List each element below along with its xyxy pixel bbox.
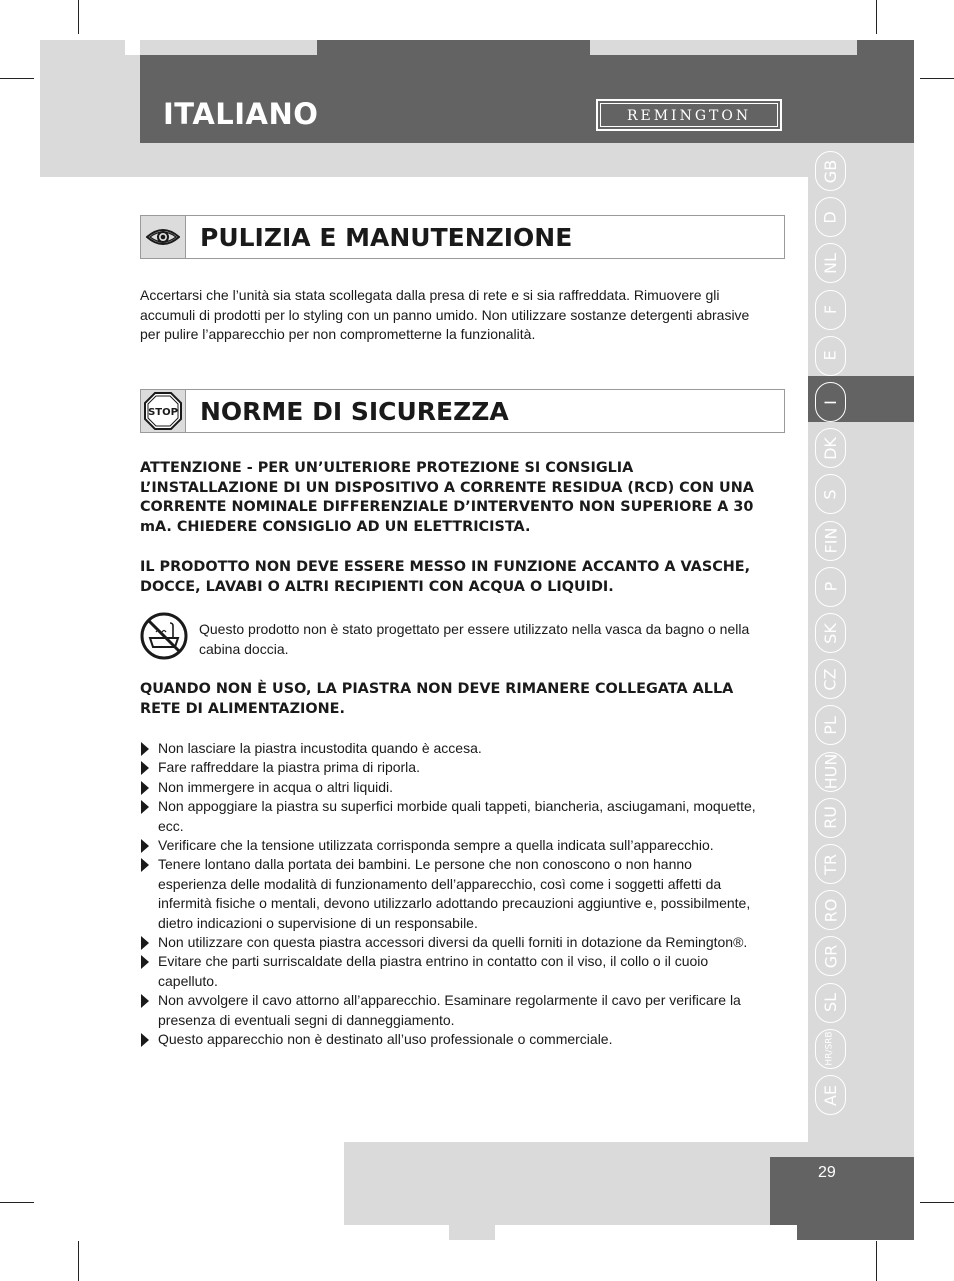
language-tab-nl[interactable] xyxy=(815,243,846,283)
section-title-cleaning: PULIZIA E MANUTENZIONE xyxy=(200,223,573,252)
language-tab-ro[interactable] xyxy=(815,890,846,930)
language-tab-f[interactable] xyxy=(815,290,846,330)
language-title: ITALIANO xyxy=(163,97,319,131)
safety-bullet xyxy=(140,855,760,933)
language-tab-cz[interactable] xyxy=(815,659,846,699)
header-block xyxy=(590,40,857,55)
language-tab-label: I xyxy=(821,399,840,405)
safety-bullet xyxy=(140,739,760,758)
safety-bullet-list xyxy=(140,739,760,1050)
safety-bullet-text: Non appoggiare la piastra su superfici morbide quali tappeti, biancheria, asciugamani, moquette, ecc. xyxy=(158,798,756,834)
language-tab-label: RU xyxy=(820,806,840,830)
language-tab-gr[interactable] xyxy=(815,936,846,976)
language-tab-i[interactable] xyxy=(815,382,846,422)
footer-block xyxy=(449,1225,495,1240)
stop-sign-icon xyxy=(141,390,186,432)
bullet-arrow-icon xyxy=(141,839,149,853)
language-tab-label: D xyxy=(820,211,840,224)
header-block-left xyxy=(40,40,125,177)
bullet-arrow-icon xyxy=(141,800,149,814)
safety-bullet-text: Questo apparecchio non è destinato all’uso professionale o commerciale. xyxy=(158,1031,613,1048)
crop-mark xyxy=(876,1241,877,1281)
bullet-arrow-icon xyxy=(141,936,149,950)
footer-block xyxy=(344,1142,770,1225)
safety-bullet-text: Evitare che parti surriscaldate della piastra entrino in contatto con il viso, il collo o il cuoio capelluto. xyxy=(158,953,709,989)
safety-bullet-text: Non lasciare la piastra incustodita quando è accesa. xyxy=(158,740,482,756)
cleaning-text: Accertarsi che l’unità sia stata scollegata dalla presa di rete e si sia raffreddata. Rimuovere gli accumuli di prodotti per lo styling con un panno umido. Non utilizzare sostanze detergenti abrasive per pulire l’apparecchio per non comprometterne la funzionalità. xyxy=(140,287,750,342)
bullet-arrow-icon xyxy=(141,742,149,756)
language-tab-label: SL xyxy=(820,993,840,1013)
safety-bullet xyxy=(140,933,760,952)
bullet-arrow-icon xyxy=(141,955,149,969)
safety-bullet-text: Fare raffreddare la piastra prima di riporla. xyxy=(158,759,420,776)
header-block xyxy=(857,40,914,55)
section-header-safety xyxy=(140,389,785,433)
header-block xyxy=(140,40,317,55)
language-tab-s[interactable] xyxy=(815,474,846,514)
language-tab-pl[interactable] xyxy=(815,705,846,745)
safety-bullet xyxy=(140,836,760,855)
safety-bullet xyxy=(140,952,760,991)
language-tab-label: DK xyxy=(821,436,840,460)
language-tab-label: CZ xyxy=(820,668,840,691)
section-title-safety: NORME DI SICUREZZA xyxy=(200,397,509,426)
brand-logo xyxy=(596,99,782,131)
crop-mark xyxy=(78,0,79,34)
language-tab-label: AE xyxy=(821,1084,840,1106)
crop-mark xyxy=(920,78,954,79)
safety-bullet-text: Non utilizzare con questa piastra accessori diversi da quelli forniti in dotazione da Remington®. xyxy=(158,934,748,951)
eye-icon xyxy=(141,216,186,258)
language-tab-label: NL xyxy=(820,252,840,274)
page-number: 29 xyxy=(818,1164,836,1181)
language-tab-tr[interactable] xyxy=(815,844,846,884)
language-tab-fin[interactable] xyxy=(815,521,846,561)
warning-rcd: ATTENZIONE - PER UN’ULTERIORE PROTEZIONE SI CONSIGLIA L’INSTALLAZIONE DI UN DISPOSITIVO A CORRENTE RESIDUA (RCD) CON UNA CORRENTE NOMINALE DIFFERENZIALE D’INTERVENTO NON SUPERIORE A 30 mA. CHIEDERE CONSIGLIO AD UN ELETTRICISTA. xyxy=(140,460,754,535)
bullet-arrow-icon xyxy=(141,761,149,775)
bullet-arrow-icon xyxy=(141,781,149,795)
crop-mark xyxy=(876,0,877,34)
language-tab-label: HUN xyxy=(821,753,840,790)
crop-mark xyxy=(0,78,34,79)
safety-bullet-text: Verificare che la tensione utilizzata corrisponda sempre a quella indicata sull’apparecchio. xyxy=(158,837,714,854)
footer-block xyxy=(770,1142,808,1157)
warning-water: IL PRODOTTO NON DEVE ESSERE MESSO IN FUNZIONE ACCANTO A VASCHE, DOCCE, LAVABI O ALTRI RECIPIENTI CON ACQUA O LIQUIDI. xyxy=(140,559,751,595)
language-tab-hun[interactable] xyxy=(815,752,846,792)
bullet-arrow-icon xyxy=(141,1033,149,1047)
section-header-cleaning xyxy=(140,215,785,259)
header-underbar xyxy=(140,143,914,177)
language-tab-label: SK xyxy=(821,622,840,644)
page-number-box xyxy=(770,1157,914,1225)
language-tab-label: HR/SRB xyxy=(825,1031,836,1066)
language-tab-sk[interactable] xyxy=(815,613,846,653)
bullet-arrow-icon xyxy=(141,994,149,1008)
language-tab-ru[interactable] xyxy=(815,798,846,838)
language-tab-ae[interactable] xyxy=(815,1075,846,1115)
crop-mark xyxy=(78,1241,79,1281)
language-tab-label: PL xyxy=(821,716,840,735)
safety-bullet-text: Non immergere in acqua o altri liquidi. xyxy=(158,778,393,795)
language-tab-label: TR xyxy=(820,853,840,875)
language-tab-e[interactable] xyxy=(815,336,846,376)
crop-mark xyxy=(920,1202,954,1203)
language-tab-label: GR xyxy=(820,944,840,969)
language-tab-p[interactable] xyxy=(815,567,846,607)
language-tab-hr-srb[interactable] xyxy=(815,1029,846,1069)
header-block xyxy=(317,40,590,55)
bath-note: Questo prodotto non è stato progettato per essere utilizzato nella vasca da bagno o nella cabina doccia. xyxy=(199,621,750,657)
safety-bullet-text: Tenere lontano dalla portata dei bambini. Le persone che non conoscono o non hanno esperienza delle modalità di funzionamento dell’apparecchio, così come i soggetti affetti da infermità fisiche o mentali, devono utilizzarlo adottando precauzioni aggiuntive e, possibilmente, dietro indicazioni o supervisione di un responsabile. xyxy=(158,856,751,931)
safety-bullet xyxy=(140,758,760,777)
language-tab-label: P xyxy=(821,581,840,592)
brand-logo-text: REMINGTON xyxy=(600,103,778,127)
language-tab-gb[interactable] xyxy=(815,151,846,191)
warning-unplug: QUANDO NON È USO, LA PIASTRA NON DEVE RIMANERE COLLEGATA ALLA RETE DI ALIMENTAZIONE. xyxy=(140,681,734,717)
language-tab-sl[interactable] xyxy=(815,983,846,1023)
safety-bullet xyxy=(140,778,760,797)
safety-bullet-text: Non avvolgere il cavo attorno all’apparecchio. Esaminare regolarmente il cavo per verificare la presenza di eventuali segni di danneggiamento. xyxy=(158,992,741,1028)
header-block xyxy=(125,55,140,177)
safety-bullet xyxy=(140,991,760,1030)
stop-label: STOP xyxy=(148,407,178,418)
language-tab-label: FIN xyxy=(820,527,840,554)
language-tab-label: S xyxy=(821,489,840,500)
language-tab-label: RO xyxy=(821,898,840,923)
language-tab-dk[interactable] xyxy=(815,428,846,468)
language-tab-d[interactable] xyxy=(815,197,846,237)
language-tab-label: GB xyxy=(821,159,840,183)
language-tab-label: F xyxy=(820,304,840,315)
safety-bullet xyxy=(140,797,760,836)
footer-block xyxy=(797,1225,914,1240)
crop-mark xyxy=(0,1202,34,1203)
safety-bullet xyxy=(140,1030,760,1049)
bullet-arrow-icon xyxy=(141,858,149,872)
language-tab-label: E xyxy=(820,350,840,361)
no-bath-icon xyxy=(140,612,188,660)
